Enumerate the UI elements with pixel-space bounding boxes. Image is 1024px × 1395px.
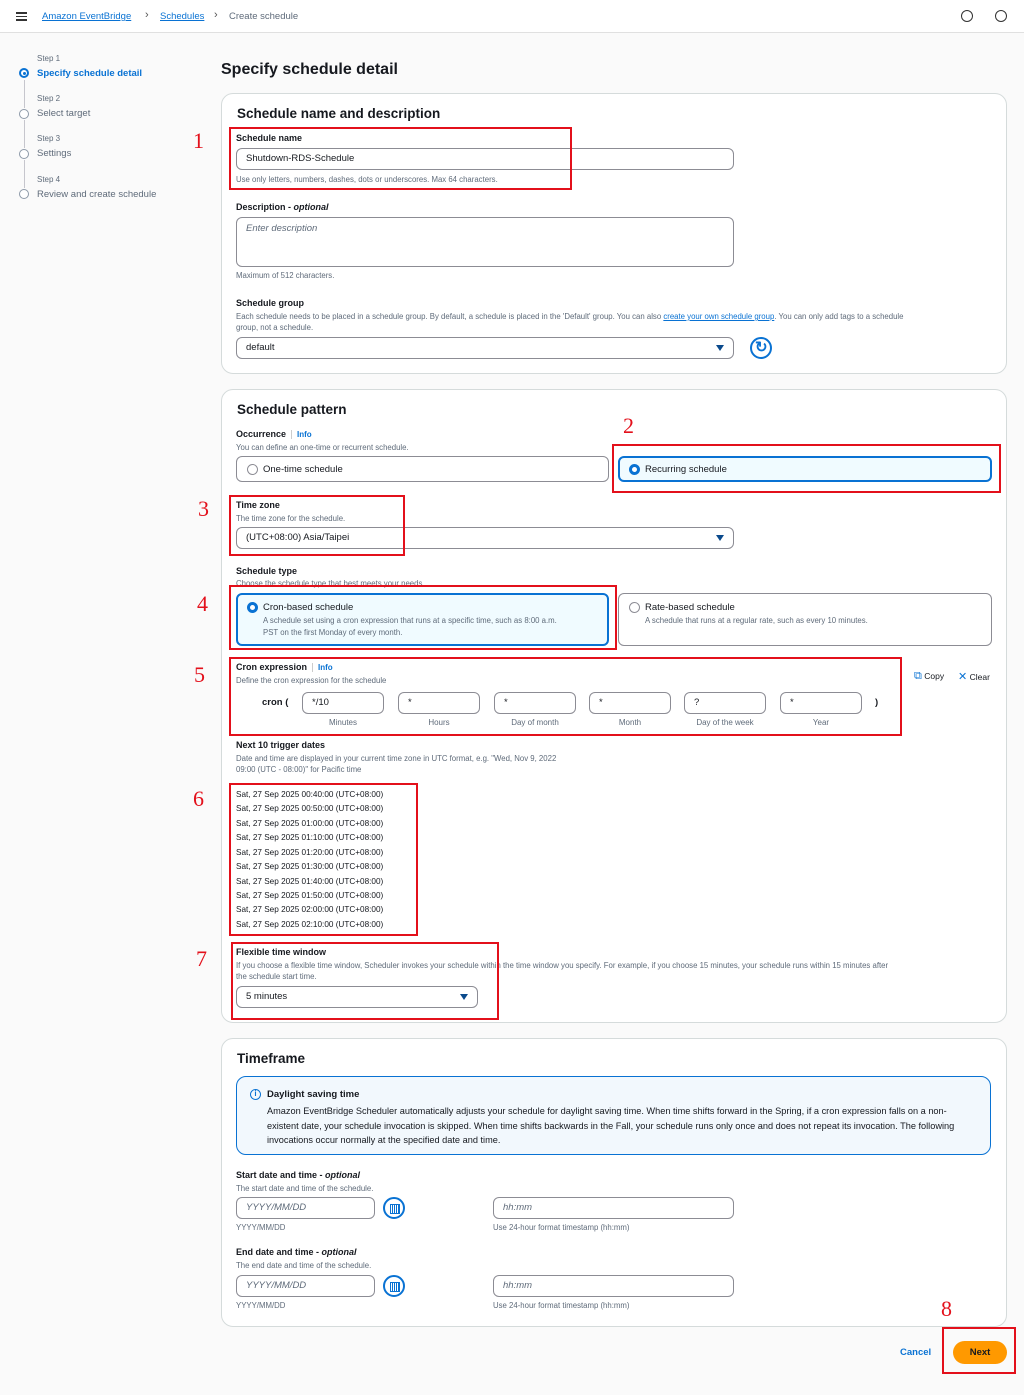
- list-item: Sat, 27 Sep 2025 02:10:00 (UTC+08:00): [236, 920, 384, 929]
- annotation-box: [942, 1327, 1016, 1374]
- page-title: Specify schedule detail: [221, 61, 398, 78]
- annotation-number: 8: [941, 1296, 952, 1321]
- list-item: Sat, 27 Sep 2025 01:30:00 (UTC+08:00): [236, 862, 384, 871]
- flexible-window-select[interactable]: 5 minutes: [236, 986, 478, 1008]
- card-title: Schedule name and description: [237, 106, 441, 121]
- list-item: Sat, 27 Sep 2025 01:50:00 (UTC+08:00): [236, 891, 384, 900]
- cron-field-label: Minutes: [328, 718, 357, 727]
- menu-icon[interactable]: [16, 12, 27, 20]
- annotation-box: [229, 585, 617, 650]
- copy-button[interactable]: ⧉ Copy: [914, 670, 945, 682]
- card-title: Schedule pattern: [237, 402, 347, 417]
- annotation-number: 3: [198, 496, 209, 521]
- step-3-number: Step 3: [37, 134, 61, 143]
- cron-field-label: Hours: [428, 718, 450, 727]
- info-icon: i: [250, 1089, 261, 1100]
- occurrence-info-link[interactable]: Info: [297, 430, 312, 439]
- step-2-label: Select target: [37, 108, 91, 119]
- end-time-input[interactable]: hh:mm: [493, 1275, 734, 1297]
- schedule-name-input[interactable]: Shutdown-RDS-Schedule: [236, 148, 734, 170]
- cron-expression-desc: Define the cron expression for the schedule: [236, 676, 387, 685]
- cron-day-of-month-input[interactable]: *: [494, 692, 576, 714]
- caret-down-icon: [716, 535, 724, 541]
- schedule-type-desc: Choose the schedule type that best meets your needs.: [236, 579, 425, 588]
- refresh-icon[interactable]: [750, 337, 772, 359]
- schedule-name-hint: Use only letters, numbers, dashes, dots or underscores. Max 64 characters.: [236, 175, 498, 184]
- occurrence-label: Occurrence Info: [236, 429, 312, 439]
- trigger-dates-label: Next 10 trigger dates: [236, 740, 326, 750]
- step-connector: [24, 120, 25, 148]
- annotation-number: 7: [196, 946, 207, 971]
- step-3-indicator: [19, 149, 29, 159]
- cancel-button[interactable]: Cancel: [900, 1347, 932, 1358]
- option-label: Cron-based schedule: [263, 602, 354, 613]
- clear-button[interactable]: ✕ Clear: [958, 671, 990, 683]
- cron-open: cron (: [262, 697, 289, 708]
- annotation-number: 6: [193, 786, 204, 811]
- alert-body: Amazon EventBridge Scheduler automatically adjusts your schedule for daylight saving time. When time shifts forward in the Spring, if a cron expression falls on a non-existent date, your schedule invocation is skipped. When time shifts backwards in the Fall, your schedule runs only once and does not repeat its invocation. The following invocations occur normally at the specified date and time.: [267, 1106, 955, 1145]
- date-format-hint: YYYY/MM/DD: [236, 1223, 286, 1232]
- info-icon[interactable]: [961, 10, 973, 22]
- caret-down-icon: [716, 345, 724, 351]
- alert-title: Daylight saving time: [267, 1089, 360, 1100]
- option-label: Rate-based schedule: [645, 602, 735, 613]
- close-icon: ✕: [958, 671, 968, 683]
- schedule-group-label: Schedule group: [236, 298, 305, 308]
- list-item: Sat, 27 Sep 2025 00:40:00 (UTC+08:00): [236, 790, 384, 799]
- list-item: Sat, 27 Sep 2025 02:00:00 (UTC+08:00): [236, 905, 384, 914]
- daylight-saving-alert: [236, 1076, 991, 1155]
- step-2-indicator: [19, 109, 29, 119]
- cron-close: ): [875, 697, 879, 708]
- calendar-icon[interactable]: [383, 1197, 405, 1219]
- flexible-window-desc: If you choose a flexible time window, Scheduler invokes your schedule within the time window you specify. For example, if you choose 15 minutes, your schedule runs within 15 minutes after the schedule start time.: [236, 961, 889, 981]
- cron-day-of-week-input[interactable]: ?: [684, 692, 766, 714]
- step-4-number: Step 4: [37, 175, 61, 184]
- chevron-right-icon: ›: [145, 9, 149, 21]
- schedule-group-select[interactable]: default: [236, 337, 734, 359]
- breadcrumb-schedules[interactable]: Schedules: [160, 11, 205, 22]
- next-button[interactable]: Next: [953, 1341, 1007, 1364]
- cron-month-input[interactable]: *: [589, 692, 671, 714]
- start-date-input[interactable]: YYYY/MM/DD: [236, 1197, 375, 1219]
- list-item: Sat, 27 Sep 2025 00:50:00 (UTC+08:00): [236, 804, 384, 813]
- annotation-box: [229, 495, 405, 556]
- step-connector: [24, 80, 25, 108]
- option-label: One-time schedule: [263, 464, 343, 475]
- step-1-label[interactable]: Specify schedule detail: [37, 68, 143, 79]
- annotation-box: [231, 942, 499, 1020]
- rate-based-schedule-option[interactable]: [618, 593, 992, 646]
- radio-icon: [629, 602, 640, 613]
- option-label: Recurring schedule: [645, 464, 727, 475]
- step-4-indicator: [19, 189, 29, 199]
- step-2-number: Step 2: [37, 94, 61, 103]
- cron-hours-input[interactable]: *: [398, 692, 480, 714]
- description-hint: Maximum of 512 characters.: [236, 271, 335, 280]
- cron-info-link[interactable]: Info: [318, 663, 333, 672]
- start-date-label: Start date and time - optional: [236, 1170, 361, 1180]
- calendar-icon[interactable]: [383, 1275, 405, 1297]
- time-zone-desc: The time zone for the schedule.: [236, 514, 346, 523]
- top-bar: [0, 0, 1024, 33]
- start-time-input[interactable]: hh:mm: [493, 1197, 734, 1219]
- list-item: Sat, 27 Sep 2025 01:10:00 (UTC+08:00): [236, 833, 384, 842]
- radio-icon: [247, 464, 258, 475]
- start-date-desc: The start date and time of the schedule.: [236, 1184, 374, 1193]
- step-1-indicator: [19, 68, 29, 78]
- schedule-group-desc: Each schedule needs to be placed in a schedule group. By default, a schedule is placed in the 'Default' group. You can also create your own schedule group. You can only add tags to a schedule group, not a schedule.: [236, 312, 904, 332]
- annotation-box: [229, 657, 902, 736]
- breadcrumb-eventbridge[interactable]: Amazon EventBridge: [42, 11, 132, 22]
- schedule-type-label: Schedule type: [236, 566, 298, 576]
- cron-field-label: Day of the week: [696, 718, 754, 727]
- annotation-number: 5: [194, 662, 205, 687]
- step-connector: [24, 160, 25, 188]
- annotation-number: 1: [193, 128, 204, 153]
- create-schedule-group-link[interactable]: create your own schedule group: [663, 312, 775, 321]
- annotation-box: [229, 127, 572, 190]
- time-zone-label: Time zone: [236, 500, 280, 510]
- cron-expression-label: Cron expression Info: [236, 662, 333, 672]
- end-date-input[interactable]: YYYY/MM/DD: [236, 1275, 375, 1297]
- option-desc: A schedule set using a cron expression that runs at a specific time, such as 8:00 a.m. PST on the first Monday of every month.: [263, 616, 557, 637]
- step-4-label: Review and create schedule: [37, 189, 157, 200]
- copy-icon: ⧉: [914, 670, 922, 682]
- list-item: Sat, 27 Sep 2025 01:40:00 (UTC+08:00): [236, 877, 384, 886]
- description-textarea[interactable]: Enter description: [236, 217, 734, 267]
- cron-year-input[interactable]: *: [780, 692, 862, 714]
- list-item: Sat, 27 Sep 2025 01:20:00 (UTC+08:00): [236, 848, 384, 857]
- annotation-number: 4: [197, 591, 208, 616]
- cron-field-label: Day of month: [511, 718, 559, 727]
- cron-field-label: Year: [812, 718, 830, 727]
- time-format-hint: Use 24-hour format timestamp (hh:mm): [493, 1301, 630, 1310]
- flexible-window-label: Flexible time window: [236, 947, 327, 957]
- trigger-dates-desc: Date and time are displayed in your current time zone in UTC format, e.g. "Wed, Nov 9, 2022 09:00 (UTC - 08:00)" for Pacific time: [236, 754, 557, 774]
- list-item: Sat, 27 Sep 2025 01:00:00 (UTC+08:00): [236, 819, 384, 828]
- one-time-schedule-option[interactable]: [236, 456, 609, 482]
- occurrence-desc: You can define an one-time or recurrent schedule.: [236, 443, 409, 452]
- step-1-number: Step 1: [37, 54, 61, 63]
- date-format-hint: YYYY/MM/DD: [236, 1301, 286, 1310]
- chevron-right-icon: ›: [214, 9, 218, 21]
- breadcrumb-current: Create schedule: [229, 11, 299, 22]
- schedule-name-label: Schedule name: [236, 133, 303, 143]
- description-label: Description - optional: [236, 202, 329, 212]
- cron-minutes-input[interactable]: */10: [302, 692, 384, 714]
- annotation-box: [612, 444, 1001, 493]
- settings-icon[interactable]: [995, 10, 1007, 22]
- cron-field-label: Month: [618, 718, 642, 727]
- option-desc: A schedule that runs at a regular rate, such as every 10 minutes.: [645, 616, 868, 625]
- card-title: Timeframe: [237, 1051, 306, 1066]
- annotation-number: 2: [623, 413, 634, 438]
- step-3-label: Settings: [37, 148, 72, 159]
- annotation-box: [229, 783, 418, 936]
- time-zone-select[interactable]: (UTC+08:00) Asia/Taipei: [236, 527, 734, 549]
- time-format-hint: Use 24-hour format timestamp (hh:mm): [493, 1223, 630, 1232]
- end-date-desc: The end date and time of the schedule.: [236, 1261, 372, 1270]
- end-date-label: End date and time - optional: [236, 1247, 357, 1257]
